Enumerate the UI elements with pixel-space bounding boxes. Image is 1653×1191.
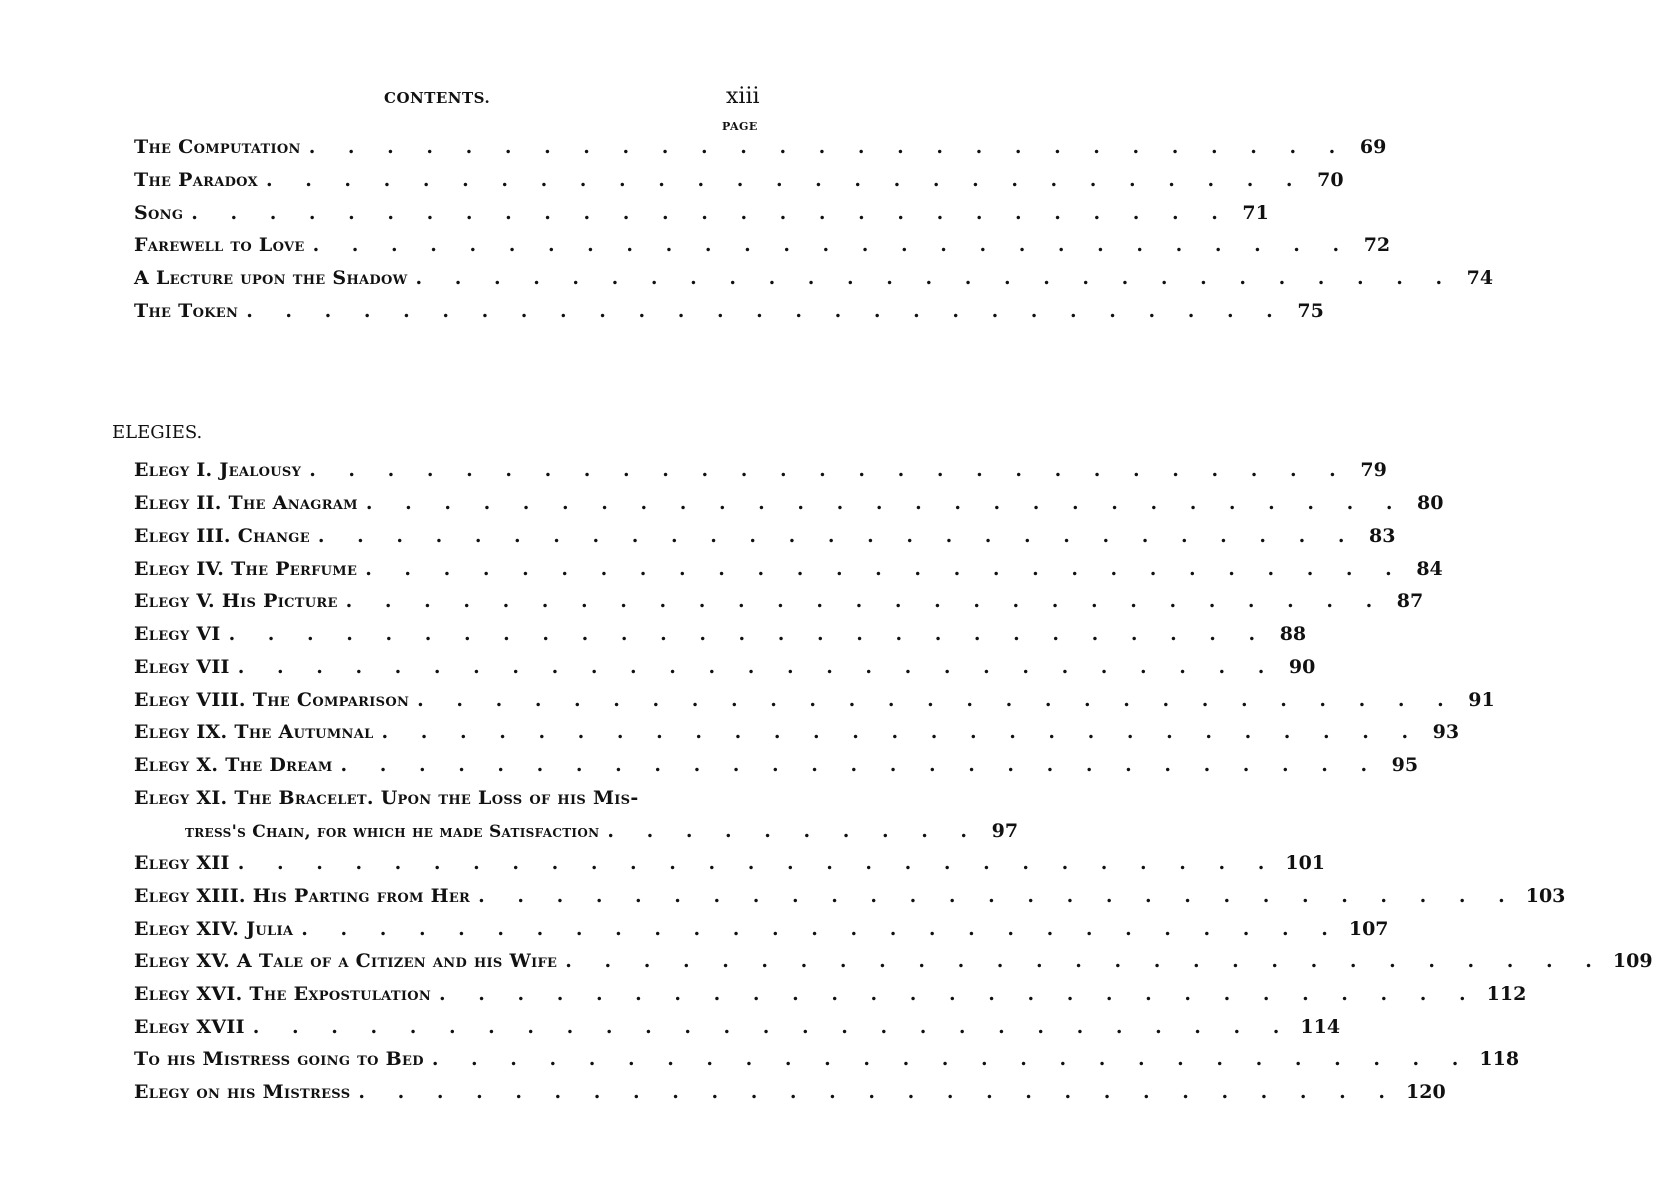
entry-page: 95 [1391,754,1419,776]
dot-leader: . . . . . . . . . . . . . . . . . . . . . . . . . . . [565,950,1605,972]
toc-entry [134,169,1344,201]
dot-leader: . . . . . . . . . . . . . . . . . . . . . . . . . . . [265,169,1306,191]
dot-leader: . . . . . . . . . . . . . . . . . . . . . . . . . . . [358,1081,1398,1103]
entry-page: 109 [1612,950,1653,972]
entry-title: Farewell to Love [134,234,305,256]
toc-entry [134,918,1389,950]
running-header-title: CONTENTS. [384,89,491,107]
entry-page: 103 [1525,885,1566,907]
entry-page: 83 [1369,525,1396,547]
entry-title: To his Mistress going to Bed [134,1048,424,1070]
toc-entry [134,1081,1446,1113]
entry-title: tress's Chain, for which he made Satisfaction [185,822,600,842]
entry-title: Elegy VIII. The Comparison [134,689,410,711]
entry-title: Elegy I. Jealousy [134,459,302,481]
toc-entry [134,1048,1520,1080]
dot-leader: . . . . . . . . . . . . . . . . . . . . . . . . . . . [228,623,1269,645]
dot-leader: . . . . . . . . . . . . . . . . . . . . . . . . . . . [365,558,1405,580]
entry-title: Elegy X. The Dream [134,754,333,776]
dot-leader: . . . . . . . . . . . . . . . . . . . . . . . . . . . [439,983,1479,1005]
toc-entry [134,459,1387,491]
entry-title: Elegy XI. The Bracelet. Upon the Loss of his Mis- [134,787,639,809]
entry-title: Elegy V. His Picture [134,590,338,612]
section-heading-elegies: ELEGIES. [112,422,203,443]
entry-page: 75 [1297,300,1324,322]
dot-leader: . . . . . . . . . . [607,820,981,842]
entry-page: 93 [1432,721,1460,743]
page-number: xiii [726,84,760,109]
entry-title: Elegy IV. The Perfume [134,558,358,580]
toc-entry [134,623,1307,655]
entry-page: 84 [1416,558,1443,580]
entry-title: A Lecture upon the Shadow [134,267,408,289]
entry-title: Song [134,202,184,224]
entry-page: 91 [1468,689,1495,711]
toc-entry [134,1016,1341,1048]
toc-entry-continuation [185,820,1019,852]
entry-title: Elegy XII [134,852,230,874]
entry-page: 90 [1288,656,1316,678]
entry-title: Elegy on his Mistress [134,1081,351,1103]
entry-page: 80 [1417,492,1444,514]
entry-page: 120 [1406,1081,1446,1103]
toc-entry [134,234,1391,266]
toc-entry [134,689,1495,721]
entry-title: Elegy III. Change [134,525,310,547]
entry-page: 97 [991,820,1019,842]
toc-entry [134,852,1326,884]
entry-page: 70 [1317,169,1344,191]
dot-leader: . . . . . . . . . . . . . . . . . . . . . . . . . . . [246,300,1286,322]
dot-leader: . . . . . . . . . . . . . . . . . . . . . . . . . . . [431,1048,1472,1070]
dot-leader: . . . . . . . . . . . . . . . . . . . . . . . . . . . [309,459,1349,481]
entry-title: Elegy XVII [134,1016,245,1038]
dot-leader: . . . . . . . . . . . . . . . . . . . . . . . . . . . [415,267,1456,289]
dot-leader: . . . . . . . . . . . . . . . . . . . . . . . . . . . [308,136,1349,158]
page-column-label: PAGE [722,120,758,133]
dot-leader: . . . . . . . . . . . . . . . . . . . . . . . . . . . [237,852,1278,874]
dot-leader: . . . . . . . . . . . . . . . . . . . . . . . . . . . [340,754,1381,776]
entry-page: 72 [1363,234,1391,256]
entry-page: 101 [1285,852,1326,874]
toc-entry [134,721,1460,753]
dot-leader: . . . . . . . . . . . . . . . . . . . . . . . . . . . [317,525,1358,547]
entry-title: Elegy II. The Anagram [134,492,358,514]
entry-title: Elegy XIII. His Parting from Her [134,885,471,907]
toc-entry [134,787,766,819]
toc-entry [134,267,1494,299]
dot-leader: . . . . . . . . . . . . . . . . . . . . . . . . . . . [417,689,1457,711]
dot-leader: . . . . . . . . . . . . . . . . . . . . . . . . . . . [381,721,1422,743]
dot-leader: . . . . . . . . . . . . . . . . . . . . . . . . . . . [365,492,1406,514]
dot-leader: . . . . . . . . . . . . . . . . . . . . . . . . . . . [312,234,1353,256]
entry-page: 69 [1359,136,1387,158]
dot-leader: . . . . . . . . . . . . . . . . . . . . . . . . . . . [191,202,1231,224]
entry-page: 87 [1396,590,1424,612]
entry-page: 114 [1300,1016,1341,1038]
entry-page: 71 [1242,202,1269,224]
toc-entry [134,492,1444,524]
entry-page: 118 [1479,1048,1520,1070]
entry-page: 107 [1348,918,1389,940]
toc-entry [134,525,1396,557]
entry-title: Elegy VII [134,656,230,678]
entry-title: Elegy VI [134,623,221,645]
toc-entry [134,754,1419,786]
entry-title: The Token [134,300,239,322]
entry-page: 88 [1279,623,1307,645]
toc-entry [134,590,1424,622]
entry-page: 112 [1486,983,1527,1005]
toc-entry [134,656,1316,688]
entry-title: The Paradox [134,169,258,191]
toc-entry [134,300,1324,332]
entry-page: 74 [1466,267,1494,289]
entry-title: The Computation [134,136,301,158]
dot-leader: . . . . . . . . . . . . . . . . . . . . . . . . . . . [237,656,1278,678]
toc-entry [134,558,1443,590]
toc-entry [134,136,1387,168]
toc-entry [134,950,1653,982]
entry-title: Elegy IX. The Autumnal [134,721,374,743]
entry-page: 79 [1360,459,1387,481]
toc-entry [134,885,1566,917]
entry-title: Elegy XV. A Tale of a Citizen and his Wife [134,950,558,972]
entry-title: Elegy XVI. The Expostulation [134,983,432,1005]
dot-leader: . . . . . . . . . . . . . . . . . . . . . . . . . . . [252,1016,1293,1038]
dot-leader: . . . . . . . . . . . . . . . . . . . . . . . . . . . [345,590,1386,612]
dot-leader: . . . . . . . . . . . . . . . . . . . . . . . . . . . [478,885,1518,907]
toc-entry [134,202,1269,234]
dot-leader: . . . . . . . . . . . . . . . . . . . . . . . . . . . [301,918,1341,940]
entry-title: Elegy XIV. Julia [134,918,294,940]
toc-entry [134,983,1527,1015]
